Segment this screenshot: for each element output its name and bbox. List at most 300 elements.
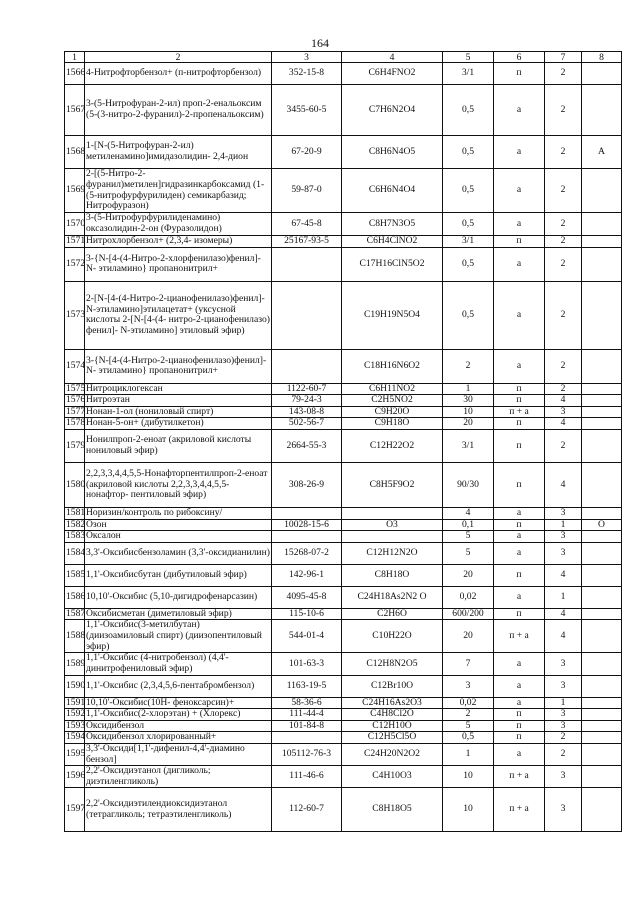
table-row — [65, 675, 622, 697]
aggregate-state: п + а — [494, 766, 545, 788]
row-number: 1597 — [65, 788, 85, 832]
row-number: 1575 — [66, 382, 86, 394]
hazard-class: 3 — [545, 542, 582, 564]
substance-name: Нонан-5-он+ (дибутилкетон) — [85, 418, 272, 430]
hazard-class: 3 — [545, 788, 582, 832]
aggregate-state: а — [494, 349, 545, 383]
cas-number: 105112-76-3 — [272, 743, 342, 765]
cas-number: 1122-60-7 — [272, 383, 342, 395]
special-mark — [582, 586, 622, 608]
row-number: 1583 — [66, 530, 86, 542]
row-number: 1574 — [65, 349, 85, 383]
limit-value: 1 — [443, 743, 494, 765]
chemical-formula: C8H6N4O5 — [342, 136, 443, 169]
table-row — [65, 462, 622, 507]
table-row — [65, 85, 622, 136]
hazard-class: 2 — [545, 63, 582, 85]
hazard-class: 1 — [545, 586, 582, 608]
row-number: 1573 — [65, 281, 85, 349]
row-number: 1581 — [66, 506, 86, 518]
limit-value: 10 — [443, 406, 494, 418]
chemical-formula: C6H4ClNO2 — [342, 236, 443, 248]
aggregate-state: п — [494, 709, 545, 721]
chemical-formula: C10H22O — [342, 620, 443, 653]
table-row — [65, 519, 622, 531]
limit-value: 5 — [443, 542, 494, 564]
special-mark: О — [582, 519, 622, 531]
special-mark — [582, 542, 622, 564]
table-row — [65, 406, 622, 418]
chemical-formula: C17H16ClN5O2 — [342, 247, 443, 281]
substance-name: Оксибисметан (диметиловый эфир) — [85, 608, 272, 620]
limit-value: 3/1 — [443, 63, 494, 85]
substance-name: 1,1'-Оксибис(2-хлорэтан) + (Хлорекс) — [85, 709, 272, 721]
table-row — [65, 586, 622, 608]
special-mark — [582, 620, 622, 653]
limit-value: 0,5 — [443, 169, 494, 213]
row-number: 1579 — [65, 429, 85, 462]
substance-name: 3-(5-Нитрофурфурилиденамино) оксазолидин-2-он (Фуразолидон) — [85, 213, 272, 236]
chemical-formula — [342, 531, 443, 543]
cas-number: 59-87-0 — [272, 169, 342, 213]
cas-number: 2664-55-3 — [272, 429, 342, 462]
aggregate-state: п — [494, 383, 545, 395]
table-row — [65, 383, 622, 395]
cas-number: 111-44-4 — [272, 709, 342, 721]
aggregate-state: а — [494, 247, 545, 281]
aggregate-state: п + а — [494, 788, 545, 832]
hazard-class: 3 — [545, 507, 582, 519]
table-row — [65, 136, 622, 169]
table-row — [65, 418, 622, 430]
aggregate-state: п — [494, 608, 545, 620]
cas-number: 502-56-7 — [272, 418, 342, 430]
cas-number: 112-60-7 — [272, 788, 342, 832]
table-row — [65, 247, 622, 281]
substance-name: 2-[(5-Нитро-2-фуранил)метилен]гидразинкарбоксамид (1-(5-нитрофурфурилиден) семикарбазид; Нитрофуразон) — [85, 169, 272, 213]
row-number: 1567 — [65, 85, 85, 136]
special-mark — [582, 429, 622, 462]
limit-value: 20 — [443, 620, 494, 653]
hazard-class: 2 — [545, 383, 582, 395]
substance-name: 1-[N-(5-Нитрофуран-2-ил) метиленамино]имидазолидин- 2,4-дион — [85, 136, 272, 169]
cas-number: 115-10-6 — [272, 608, 342, 620]
special-mark — [582, 507, 622, 519]
row-number: 1585 — [65, 564, 85, 586]
special-mark — [582, 213, 622, 236]
substance-name: Оксалон — [85, 531, 272, 543]
row-number: 1589 — [65, 653, 85, 675]
header-row — [65, 52, 622, 63]
cas-number: 25167-93-5 — [272, 236, 342, 248]
limit-value: 5 — [443, 720, 494, 732]
chemical-formula: C12H22O2 — [342, 429, 443, 462]
hazard-class: 4 — [545, 418, 582, 430]
chemical-formula: C2H6O — [342, 608, 443, 620]
limit-value: 0,5 — [443, 136, 494, 169]
table-row — [65, 507, 622, 519]
column-header: 2 — [85, 52, 272, 63]
chemical-formula: C12H10O — [342, 720, 443, 732]
row-number: 1580 — [65, 462, 85, 507]
row-number: 1566 — [65, 63, 85, 85]
substance-name: 3-{N-[4-(4-Нитро-2-хлорфенилазо)фенил]- N- этиламино} пропанонитрил+ — [85, 247, 272, 281]
limit-value: 0,02 — [443, 697, 494, 709]
row-number: 1577 — [66, 405, 86, 417]
table-body — [65, 63, 622, 832]
cas-number: 101-84-8 — [272, 720, 342, 732]
row-number: 1568 — [65, 136, 85, 169]
aggregate-state: п — [494, 720, 545, 732]
hazard-class: 3 — [545, 653, 582, 675]
cas-number: 1163-19-5 — [272, 675, 342, 697]
row-number: 1596 — [65, 766, 85, 788]
chemical-formula: C8H18O5 — [342, 788, 443, 832]
cas-number: 111-46-6 — [272, 766, 342, 788]
cas-number: 15268-07-2 — [272, 542, 342, 564]
limit-value: 30 — [443, 395, 494, 407]
special-mark — [582, 766, 622, 788]
aggregate-state: п — [494, 236, 545, 248]
column-header: 3 — [272, 52, 342, 63]
row-number: 1576 — [66, 394, 86, 406]
aggregate-state: п — [494, 519, 545, 531]
table-row — [65, 429, 622, 462]
table-row — [65, 720, 622, 732]
cas-number: 67-45-8 — [272, 213, 342, 236]
table-row — [65, 395, 622, 407]
cas-number: 79-24-3 — [272, 395, 342, 407]
aggregate-state: а — [494, 653, 545, 675]
column-header: 5 — [443, 52, 494, 63]
hazard-class: 2 — [545, 429, 582, 462]
table-row — [65, 653, 622, 675]
cas-number — [272, 732, 342, 744]
cas-number: 58-36-6 — [272, 697, 342, 709]
substance-name: Нитроэтан — [85, 395, 272, 407]
hazard-class: 1 — [545, 697, 582, 709]
aggregate-state: п + а — [494, 620, 545, 653]
substance-name: 3-{N-[4-(4-Нитро-2-цианофенилазо)фенил]-N- этиламино} пропанонитрил+ — [85, 349, 272, 383]
chemical-formula: C12Br10O — [342, 675, 443, 697]
cas-number: 10028-15-6 — [272, 519, 342, 531]
cas-number: 143-08-8 — [272, 406, 342, 418]
cas-number: 3455-60-5 — [272, 85, 342, 136]
aggregate-state: а — [494, 281, 545, 349]
table-row — [65, 743, 622, 765]
chemical-formula: C9H18O — [342, 418, 443, 430]
chemical-formula: C24H16As2O3 — [342, 697, 443, 709]
row-number: 1569 — [65, 169, 85, 213]
aggregate-state: а — [494, 586, 545, 608]
limit-value: 0,02 — [443, 586, 494, 608]
substance-name: 2,2'-Оксидиэтилендиоксидиэтанол (тетрагликоль; тетраэтиленгликоль) — [85, 788, 272, 832]
special-mark — [582, 236, 622, 248]
special-mark — [582, 720, 622, 732]
row-number: 1592 — [66, 708, 86, 720]
substance-name: Оксидибензол хлорированный+ — [85, 732, 272, 744]
row-number: 1584 — [65, 542, 85, 564]
cas-number: 67-20-9 — [272, 136, 342, 169]
cas-number: 4095-45-8 — [272, 586, 342, 608]
row-number: 1572 — [65, 247, 85, 281]
substance-name: Нитрохлорбензол+ (2,3,4- изомеры) — [85, 236, 272, 248]
table-row — [65, 697, 622, 709]
table-row — [65, 542, 622, 564]
hazard-class: 2 — [545, 732, 582, 744]
row-number: 1571 — [66, 235, 86, 246]
hazard-class: 3 — [545, 406, 582, 418]
special-mark — [582, 281, 622, 349]
aggregate-state: п + а — [494, 406, 545, 418]
substance-name: 3-(5-Нитрофуран-2-ил) проп-2-енальоксим (5-(3-нитро-2-фуранил)-2-пропенальоксим) — [85, 85, 272, 136]
aggregate-state: а — [494, 542, 545, 564]
limit-value: 20 — [443, 564, 494, 586]
limit-value: 600/200 — [443, 608, 494, 620]
table-row — [65, 349, 622, 383]
substances-table — [64, 51, 622, 832]
special-mark — [582, 63, 622, 85]
chemical-formula: C4H10O3 — [342, 766, 443, 788]
chemical-formula: C12H8N2O5 — [342, 653, 443, 675]
table-row — [65, 281, 622, 349]
hazard-class: 2 — [545, 213, 582, 236]
chemical-formula: C24H20N2O2 — [342, 743, 443, 765]
chemical-formula: C6H4FNO2 — [342, 63, 443, 85]
limit-value: 1 — [443, 383, 494, 395]
aggregate-state: а — [494, 136, 545, 169]
row-number: 1593 — [66, 719, 86, 731]
limit-value: 7 — [443, 653, 494, 675]
substance-name: 1,1'-Оксибис(3-метилбутан) (диизоамиловый спирт) (диизопентиловый эфир) — [85, 620, 272, 653]
hazard-class: 2 — [545, 236, 582, 248]
chemical-formula: C12H12N2O — [342, 542, 443, 564]
hazard-class: 3 — [545, 675, 582, 697]
hazard-class: 2 — [545, 169, 582, 213]
substance-name: 10,10'-Оксибис (5,10-дигидрофенарсазин) — [85, 586, 272, 608]
chemical-formula: C8H7N3O5 — [342, 213, 443, 236]
special-mark — [582, 462, 622, 507]
aggregate-state: а — [494, 531, 545, 543]
row-number: 1590 — [65, 675, 85, 697]
row-number: 1594 — [66, 731, 86, 743]
chemical-formula: C6H11NO2 — [342, 383, 443, 395]
chemical-formula: C24H18As2N2 O — [342, 586, 443, 608]
special-mark — [582, 709, 622, 721]
table-row — [65, 788, 622, 832]
aggregate-state: а — [494, 507, 545, 519]
substance-name: Оксидибензол — [85, 720, 272, 732]
substance-name: 4-Нитрофторбензол+ (п-нитрофторбензол) — [85, 63, 272, 85]
hazard-class: 3 — [545, 766, 582, 788]
table-row — [65, 236, 622, 248]
special-mark — [582, 564, 622, 586]
hazard-class: 2 — [545, 349, 582, 383]
hazard-class: 2 — [545, 136, 582, 169]
cas-number: 142-96-1 — [272, 564, 342, 586]
aggregate-state: а — [494, 169, 545, 213]
aggregate-state: а — [494, 85, 545, 136]
limit-value: 20 — [443, 418, 494, 430]
substance-name: 1,1'-Оксибис (4-нитробензол) (4,4'-динитрофениловый эфир) — [85, 653, 272, 675]
table-row — [65, 169, 622, 213]
hazard-class: 2 — [545, 247, 582, 281]
chemical-formula: C18H16N6O2 — [342, 349, 443, 383]
table-row — [65, 620, 622, 653]
special-mark — [582, 169, 622, 213]
aggregate-state: а — [494, 675, 545, 697]
row-number: 1595 — [65, 743, 85, 765]
cas-number — [272, 281, 342, 349]
special-mark — [582, 743, 622, 765]
hazard-class: 4 — [545, 564, 582, 586]
limit-value: 2 — [443, 709, 494, 721]
substance-name: 2,2'-Оксидиэтанол (дигликоль; диэтиленгликоль) — [85, 766, 272, 788]
special-mark — [582, 653, 622, 675]
hazard-class: 4 — [545, 620, 582, 653]
hazard-class: 4 — [545, 462, 582, 507]
aggregate-state: п — [494, 395, 545, 407]
aggregate-state: п — [494, 732, 545, 744]
special-mark — [582, 418, 622, 430]
table-row — [65, 63, 622, 85]
substance-name: 1,1'-Оксибисбутан (дибутиловый эфир) — [85, 564, 272, 586]
chemical-formula — [342, 507, 443, 519]
substance-name: 3,3'-Оксибисбензоламин (3,3'-оксидианилин) — [85, 542, 272, 564]
hazard-class: 3 — [545, 531, 582, 543]
limit-value: 2 — [443, 349, 494, 383]
special-mark — [582, 531, 622, 543]
substance-name: 1,1'-Оксибис (2,3,4,5,6-пентабромбензол) — [85, 675, 272, 697]
substance-name: Нонан-1-ол (нониловый спирт) — [85, 406, 272, 418]
row-number: 1582 — [66, 518, 86, 530]
limit-value: 5 — [443, 531, 494, 543]
cas-number — [272, 507, 342, 519]
hazard-class: 2 — [545, 85, 582, 136]
special-mark — [582, 349, 622, 383]
limit-value: 0,1 — [443, 519, 494, 531]
column-header: 4 — [342, 52, 443, 63]
special-mark — [582, 608, 622, 620]
substance-name: Озон — [85, 519, 272, 531]
row-number: 1587 — [66, 607, 86, 619]
cas-number — [272, 349, 342, 383]
page-number: 164 — [311, 36, 329, 50]
substance-name: Нитроциклогексан — [85, 383, 272, 395]
hazard-class: 2 — [545, 743, 582, 765]
aggregate-state: п — [494, 63, 545, 85]
substance-name: Нонилпроп-2-еноат (акриловой кислоты нониловый эфир) — [85, 429, 272, 462]
row-number: 1570 — [65, 213, 85, 236]
row-number: 1591 — [66, 696, 86, 708]
limit-value: 3 — [443, 675, 494, 697]
limit-value: 0,5 — [443, 247, 494, 281]
chemical-formula: C9H20O — [342, 406, 443, 418]
aggregate-state: п — [494, 429, 545, 462]
chemical-formula: C4H8Cl2O — [342, 709, 443, 721]
special-mark — [582, 675, 622, 697]
hazard-class: 4 — [545, 608, 582, 620]
cas-number — [272, 531, 342, 543]
chemical-formula: C8H18O — [342, 564, 443, 586]
table-row — [65, 564, 622, 586]
cas-number: 352-15-8 — [272, 63, 342, 85]
limit-value: 10 — [443, 788, 494, 832]
limit-value: 0,5 — [443, 732, 494, 744]
column-header: 8 — [582, 52, 622, 63]
chemical-formula: C7H6N2O4 — [342, 85, 443, 136]
chemical-formula: C19H19N5O4 — [342, 281, 443, 349]
special-mark — [582, 697, 622, 709]
chemical-formula: O3 — [342, 519, 443, 531]
table-row — [65, 531, 622, 543]
limit-value: 0,5 — [443, 85, 494, 136]
limit-value: 3/1 — [443, 429, 494, 462]
limit-value: 0,5 — [443, 281, 494, 349]
table-row — [65, 608, 622, 620]
aggregate-state: а — [494, 743, 545, 765]
special-mark — [582, 85, 622, 136]
aggregate-state: п — [494, 564, 545, 586]
chemical-formula: C12H5Cl5O — [342, 732, 443, 744]
row-number: 1578 — [66, 417, 86, 429]
limit-value: 0,5 — [443, 213, 494, 236]
special-mark — [582, 395, 622, 407]
cas-number — [272, 247, 342, 281]
column-header: 7 — [545, 52, 582, 63]
limit-value: 4 — [443, 507, 494, 519]
hazard-class: 3 — [545, 709, 582, 721]
column-header: 1 — [65, 52, 85, 63]
chemical-formula: C2H5NO2 — [342, 395, 443, 407]
hazard-class: 1 — [545, 519, 582, 531]
table-row — [65, 709, 622, 721]
substance-name: 10,10'-Оксибис(10Н- феноксарсин)+ — [85, 697, 272, 709]
column-header: 6 — [494, 52, 545, 63]
cas-number: 544-01-4 — [272, 620, 342, 653]
limit-value: 3/1 — [443, 236, 494, 248]
special-mark — [582, 732, 622, 744]
special-mark — [582, 383, 622, 395]
hazard-class: 4 — [545, 395, 582, 407]
substance-name: 2,2,3,3,4,4,5,5-Нонафторпентилпроп-2-еноат (акриловой кислоты 2,2,3,3,4,4,5,5-нонафтор- пентиловый эфир) — [85, 462, 272, 507]
special-mark: А — [582, 136, 622, 169]
substance-name: 3,3'-Оксиди[1,1'-дифенил-4,4'-диамино бензол] — [85, 743, 272, 765]
table-row — [65, 732, 622, 744]
chemical-formula: C8H5F9O2 — [342, 462, 443, 507]
aggregate-state: а — [494, 697, 545, 709]
aggregate-state: п — [494, 462, 545, 507]
aggregate-state: п — [494, 418, 545, 430]
row-number: 1588 — [65, 620, 85, 653]
table-row — [65, 213, 622, 236]
substance-name: Норизин/контроль по рибоксину/ — [85, 507, 272, 519]
special-mark — [582, 406, 622, 418]
special-mark — [582, 247, 622, 281]
limit-value: 10 — [443, 766, 494, 788]
hazard-class: 2 — [545, 281, 582, 349]
cas-number: 101-63-3 — [272, 653, 342, 675]
hazard-class: 3 — [545, 720, 582, 732]
row-number: 1586 — [65, 586, 85, 608]
limit-value: 90/30 — [443, 462, 494, 507]
table-row — [65, 766, 622, 788]
aggregate-state: а — [494, 213, 545, 236]
substance-name: 2-[N-[4-(4-Нитро-2-цианофенилазо)фенил]-N-этиламино]этилацетат+ (уксусной кислоты 2-[N-[4-(4- нитро-2-цианофенилазо) фенил]- N-этиламино] этиловый эфир) — [85, 281, 272, 349]
cas-number: 308-26-9 — [272, 462, 342, 507]
special-mark — [582, 788, 622, 832]
chemical-formula: C6H6N4O4 — [342, 169, 443, 213]
